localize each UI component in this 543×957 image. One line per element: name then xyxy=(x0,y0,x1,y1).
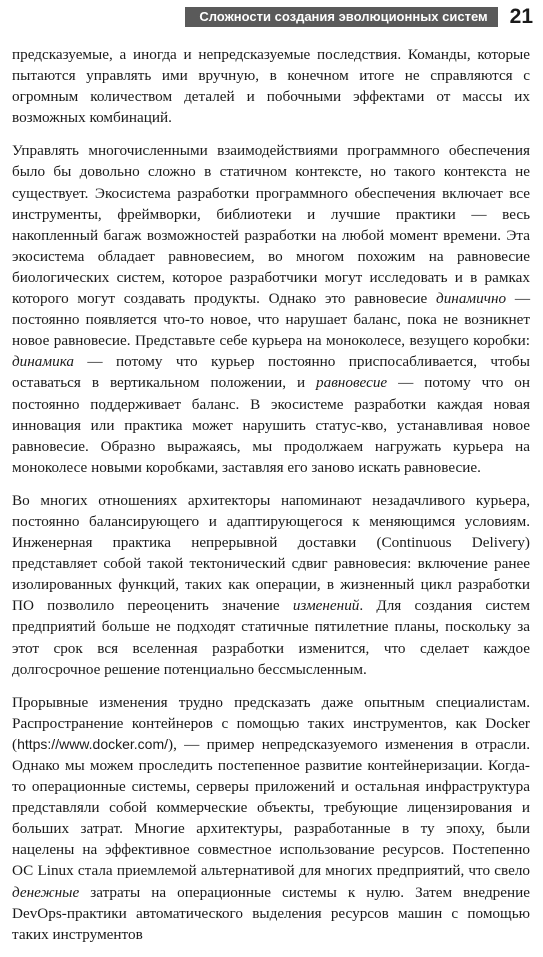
text-run: ), — пример непредсказуемого изменения в отрасли. Однако мы можем проследить постепенное развитие контейнеризации. Когда-то операционные системы, серверы приложений и остальная инфраструктура представляли собой коммерческие объекты, требующие лицензирования и больших затрат. Многие архитектуры, разработанные в ту эпоху, были нацелены на эффективное совместное использование ресурсов. Постепенно ОС Linux стала приемлемой альтернативой для многих предприятий, что свело xyxy=(12,735,530,880)
paragraph-1 xyxy=(12,44,530,128)
running-header xyxy=(12,4,533,30)
text-run: предсказуемые, а иногда и непредсказуемые последствия. Команды, которые пытаются управлять ими вручную, в конечном итоге не справляются с огромным количеством деталей и побочными эффектами от массы их возможных комбинаций. xyxy=(12,46,530,127)
text-run: Управлять многочисленными взаимодействиями программного обеспечения было бы довольно сложно в статичном контексте, но такого контекста не существует. Экосистема разработки программного обеспечения включает все инструменты, фреймворки, библиотеки и лучшие практики — весь накопленный багаж возможностей разработки на любой момент времени. Эта экосистема обладает равновесием, во многом похожим на равновесие биологических систем, которое разработчики могут исследовать и в рамках которого могут создавать продукты. Однако это равновесие xyxy=(12,142,530,308)
paragraph-4 xyxy=(12,692,530,945)
page-number: 21 xyxy=(509,5,533,28)
paragraph-2 xyxy=(12,140,530,478)
running-title: Сложности создания эволюционных систем xyxy=(185,7,497,27)
docker-url-link[interactable]: https://www.docker.com/ xyxy=(17,735,169,752)
emphasis: динамика xyxy=(12,353,75,371)
emphasis: денежные xyxy=(12,883,80,901)
paragraph-3 xyxy=(12,490,530,680)
text-run: — потому что он постоянно поддерживает баланс. В экосистеме разработки каждая новая инновация или практика может нарушить статус-кво, устанавливая новое равновесие. Образно выражаясь, мы продолжаем нагружать курьера на моноколесе новыми коробками, заставляя его заново искать равновесие. xyxy=(12,374,531,476)
emphasis: равновесие xyxy=(316,374,388,392)
text-run: — потому что курьер постоянно приспосабливается, чтобы оставаться в вертикальном положении, и xyxy=(12,353,530,392)
emphasis: изменений xyxy=(292,597,360,615)
text-run: . Для создания систем предприятий больше не подходят статичные пятилетние планы, поскольку за этот срок вся вселенная разработки изменится, что сделает каждое долгосрочное решение потенциально бессмысленным. xyxy=(12,597,530,678)
emphasis: динамично xyxy=(436,290,507,308)
text-run: затраты на операционные системы к нулю. Затем внедрение DevOps-практики автоматического выделения ресурсов машин с помощью таких инструментов xyxy=(12,883,530,943)
text-run: Прорывные изменения трудно предсказать даже опытным специалистам. Распространение контейнеров с помощью таких инструментов, как Docker ( xyxy=(12,693,530,753)
text-run: — постоянно появляется что-то новое, что нарушает баланс, пока не возникнет новое равновесие. Представьте себе курьера на моноколесе, везущего коробки: xyxy=(12,290,531,350)
text-run: Во многих отношениях архитекторы напоминают незадачливого курьера, постоянно балансирующего и адаптирующегося к меняющимся условиям. Инженерная практика непрерывной доставки (Continuous Delivery) представляет собой такой тектонический сдвиг равновесия: включение ранее изолированных функций, таких как операции, в жизненный цикл разработки ПО позволило переоценить значение xyxy=(12,491,530,615)
body-text xyxy=(12,44,530,957)
